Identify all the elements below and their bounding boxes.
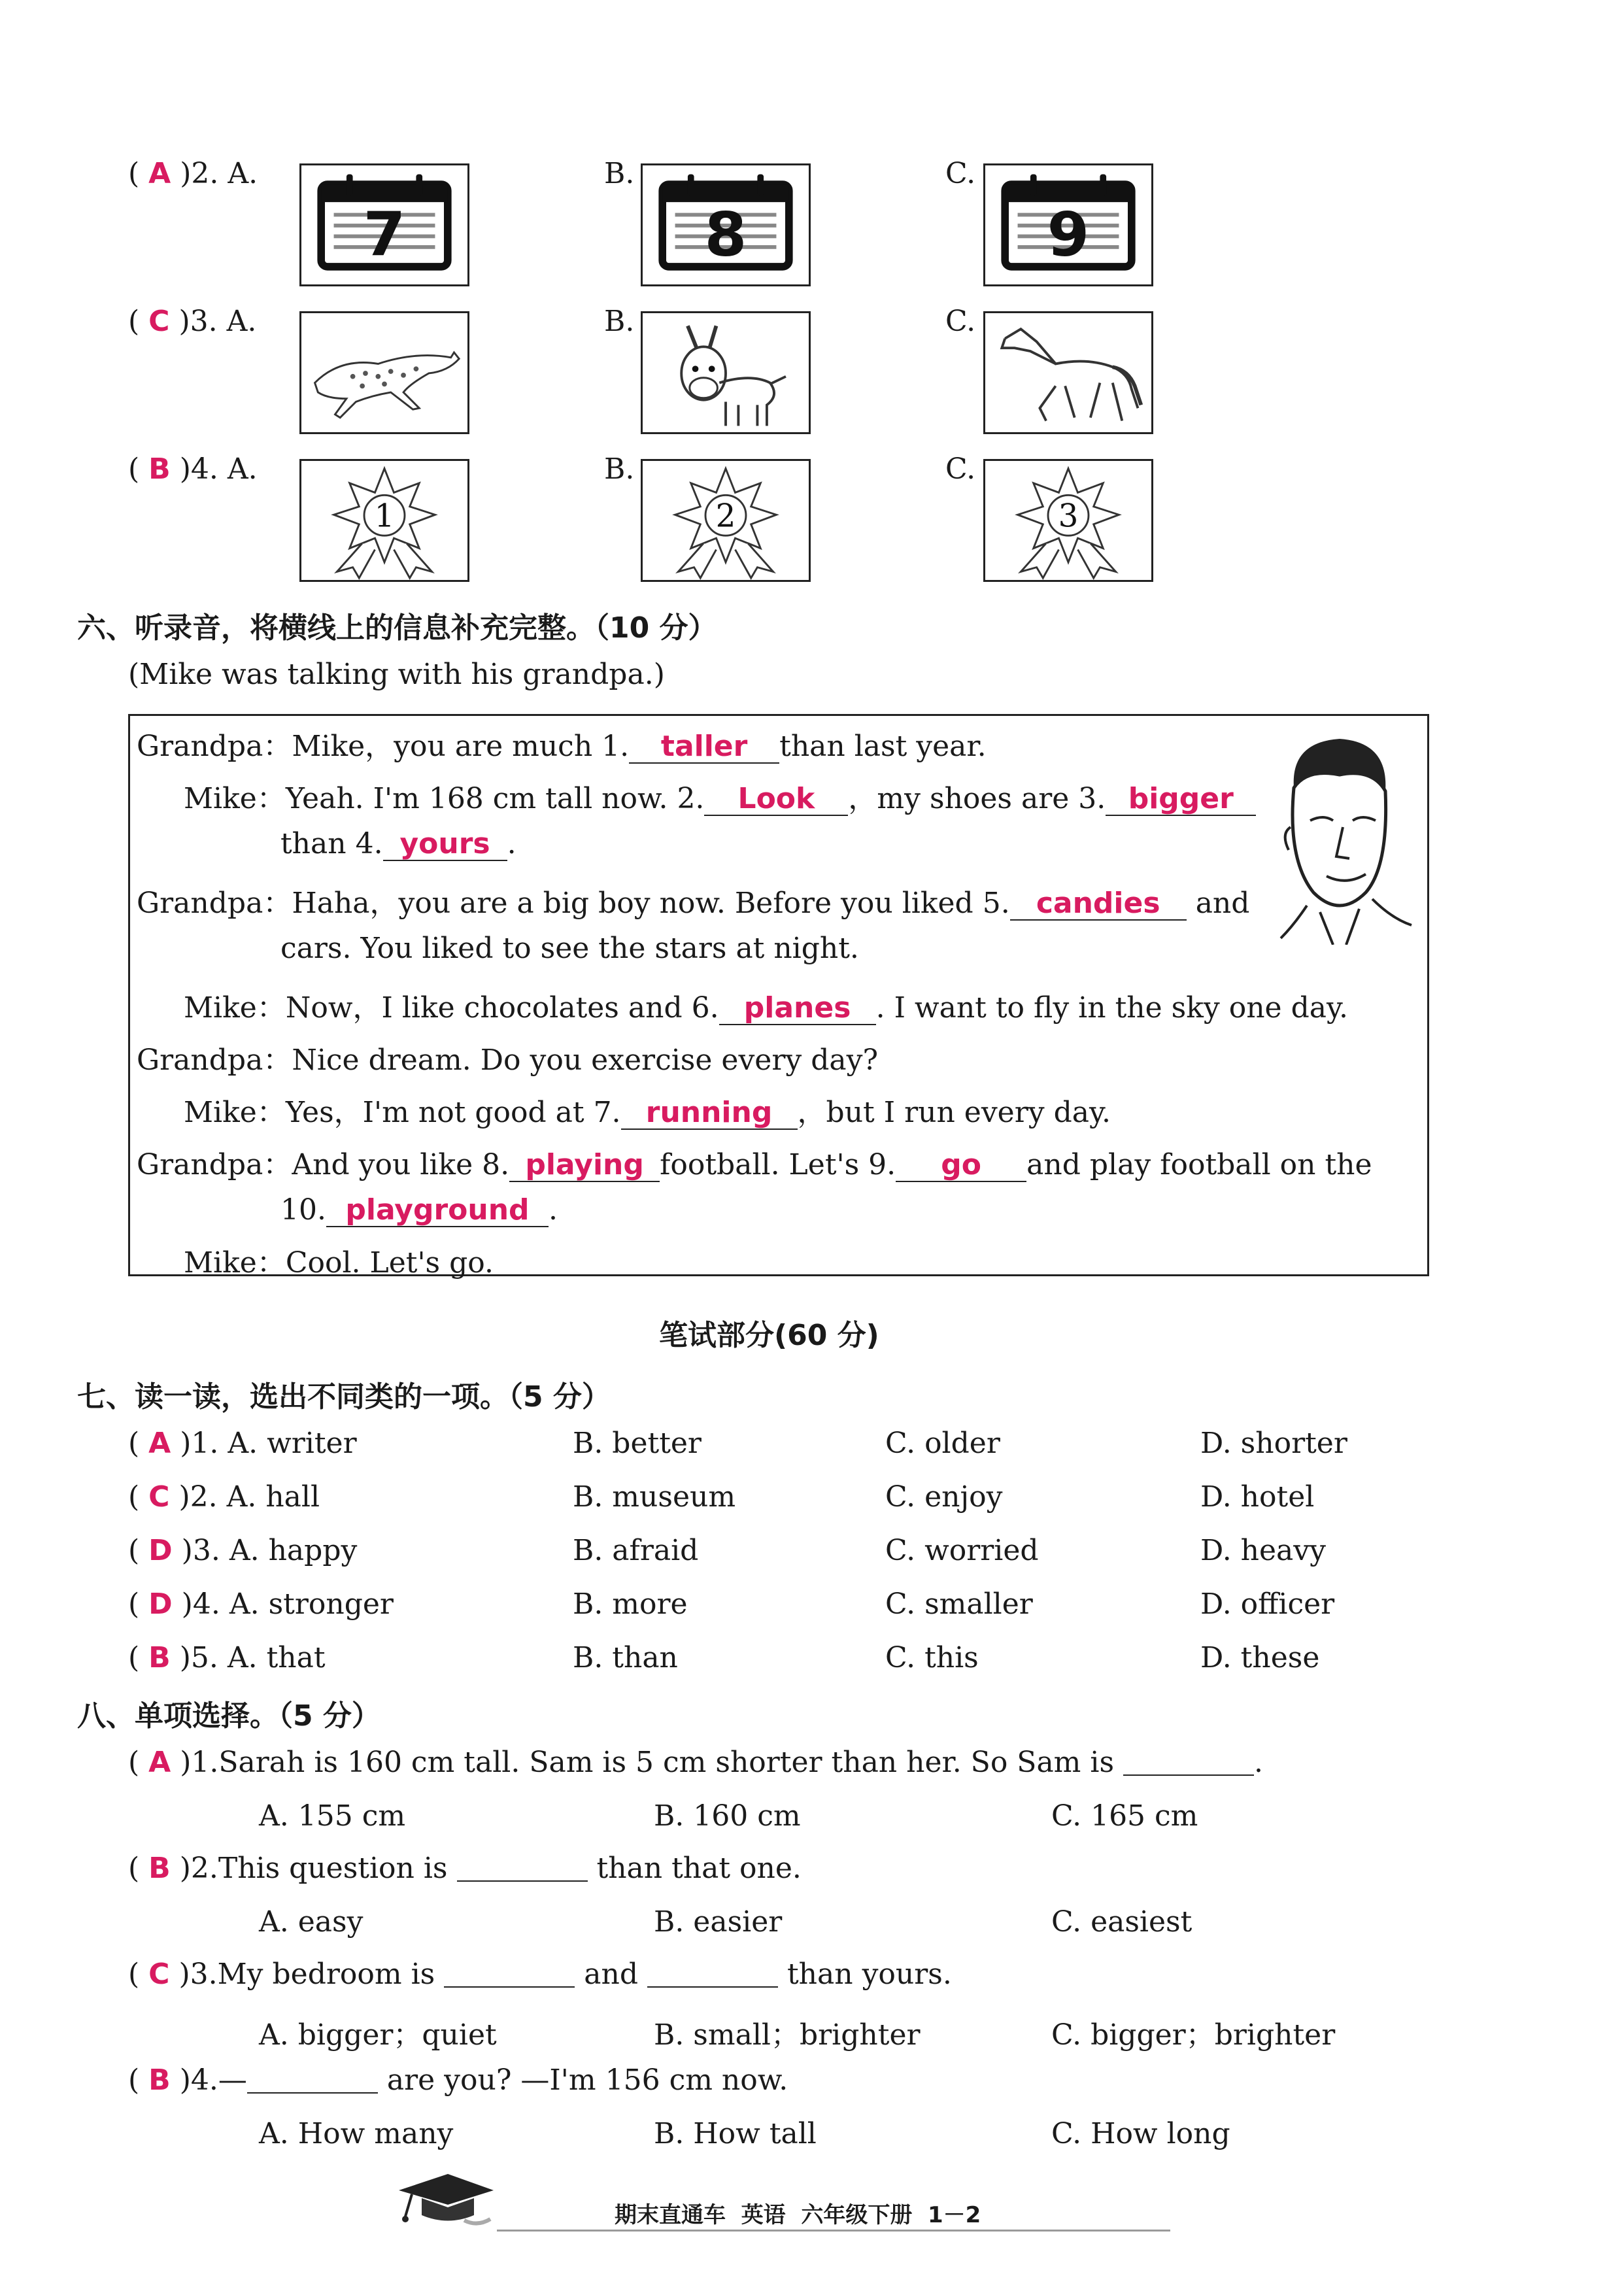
question-number: 3. (190, 305, 218, 338)
option-letter: B. (604, 157, 635, 190)
option: C. 165 cm (1051, 1799, 1198, 1833)
option: B. museum (573, 1480, 736, 1514)
option-letter: C. (945, 305, 976, 338)
answer-mark: B (148, 1641, 171, 1674)
horse-icon[interactable] (983, 311, 1153, 434)
question-number: 1. (191, 1746, 219, 1779)
dialog-box (128, 714, 1429, 1280)
dialog-text: and (1195, 887, 1250, 920)
question-number: 4. (192, 1587, 220, 1621)
option: C. this (885, 1641, 979, 1674)
blank-number: 6. (691, 991, 719, 1025)
question-row: ( B )5. A. that (128, 1641, 326, 1674)
option: B. small；brighter (654, 2018, 921, 2052)
answer-blank[interactable] (457, 1854, 588, 1882)
question-number: 4. (190, 452, 218, 486)
medal-icon[interactable] (983, 459, 1153, 582)
question-number: 2. (190, 1852, 218, 1885)
answer-blank[interactable] (444, 1960, 575, 1988)
section-6-title: 六、听录音，将横线上的信息补充完整。（10 分） (77, 611, 717, 645)
section-8-title: 八、单项选择。（5 分） (77, 1699, 381, 1733)
question-number: 2. (191, 157, 219, 190)
blank-7[interactable]: running (621, 1097, 798, 1130)
answer-mark: C (148, 1958, 170, 1991)
question-text: This question is (218, 1852, 448, 1885)
answer-paren: ( B )4. A. (128, 452, 258, 486)
option: B. afraid (573, 1534, 699, 1567)
dialog-text: ，but I run every day. (797, 1096, 1111, 1129)
question-row: ( A )1.Sarah is 160 cm tall. Sam is 5 cm shorter than her. So Sam is . (128, 1746, 1264, 1779)
question-text: Sarah is 160 cm tall. Sam is 5 cm shorter than her. So Sam is (218, 1746, 1115, 1779)
option: B. than (573, 1641, 678, 1674)
answer-mark: B (148, 452, 171, 486)
question-text: are you? (386, 2063, 512, 2097)
option: D. heavy (1200, 1534, 1327, 1567)
question-number: 5. (190, 1641, 218, 1674)
blank-number: 7. (593, 1096, 621, 1129)
speaker-label: Grandpa： (137, 730, 292, 763)
dialog-line (184, 1239, 494, 1281)
medal-number: 1 (374, 498, 395, 535)
dialog-text: Cool. Let's go. (285, 1246, 494, 1280)
blank-5[interactable]: candies (1010, 888, 1187, 921)
speaker-label: Grandpa： (137, 887, 292, 920)
boy-portrait-icon (1255, 729, 1418, 945)
answer-blank[interactable] (1123, 1748, 1254, 1776)
option: B. easier (654, 1905, 783, 1939)
calendar-number: 9 (1047, 199, 1090, 270)
option: A. stronger (229, 1587, 394, 1621)
medal-icon[interactable] (641, 459, 811, 582)
question-text: My bedroom is (217, 1958, 435, 1991)
question-row: ( B )4.— are you? —I'm 156 cm now. (128, 2063, 788, 2097)
blank-number: 2. (677, 782, 705, 815)
dialog-line (184, 1089, 1111, 1130)
dialog-text: Now，I like chocolates and (285, 991, 692, 1025)
footer-text: 期末直通车 英语 六年级下册 1－2 (615, 2202, 981, 2228)
question-row: ( C )3.My bedroom is and than yours. (128, 1958, 952, 1991)
answer-mark: D (148, 1534, 173, 1567)
answer-blank[interactable] (647, 1960, 778, 1988)
speaker-label: Mike： (184, 991, 286, 1025)
medal-icon[interactable] (299, 459, 469, 582)
section-6-intro: (Mike was talking with his grandpa.) (128, 658, 665, 691)
calendar-icon[interactable] (641, 163, 811, 286)
dialog-text: Haha，you are a big boy now. Before you liked (292, 887, 983, 920)
dialog-line (184, 775, 1256, 817)
dialog-line (280, 1193, 558, 1227)
option: D. shorter (1200, 1427, 1347, 1460)
question-number: 3. (192, 1534, 220, 1567)
dialog-text: Nice dream. Do you exercise every day? (292, 1044, 879, 1077)
blank-9[interactable]: go (896, 1149, 1026, 1182)
dialog-line (137, 722, 987, 764)
question-text: . (1254, 1746, 1264, 1779)
option: A. easy (259, 1905, 364, 1939)
section-7-title: 七、读一读，选出不同类的一项。（5 分） (77, 1380, 611, 1414)
option: C. How long (1051, 2117, 1230, 2150)
answer-paren: ( C )3. A. (128, 305, 257, 338)
blank-number: 1. (601, 730, 630, 763)
option: A. bigger；quiet (259, 2018, 497, 2052)
answer-mark: A (148, 1427, 171, 1460)
dialog-text: than (280, 827, 356, 860)
question-text: than yours. (787, 1958, 952, 1991)
question-row: ( B )2.This question is than that one. (128, 1852, 802, 1885)
dialog-line (137, 879, 1249, 921)
dialog-text: Mike，you are much (292, 730, 602, 763)
question-row: ( C )2. A. hall (128, 1480, 320, 1514)
option: A. 155 cm (259, 1799, 406, 1833)
dialog-text: Yeah. I'm 168 cm tall now. (285, 782, 677, 815)
dialog-text: . (507, 827, 516, 860)
dialog-text: And you like (292, 1148, 482, 1181)
option: C. bigger；brighter (1051, 2018, 1336, 2052)
dialog-text: and play football on the (1026, 1148, 1372, 1181)
option-letter: A. (227, 452, 258, 486)
dialog-line (137, 1036, 878, 1078)
option: A. that (227, 1641, 326, 1674)
option-letter: A. (226, 305, 257, 338)
option: B. How tall (654, 2117, 817, 2150)
blank-8[interactable]: playing (509, 1149, 660, 1182)
speaker-label: Mike： (184, 1246, 286, 1280)
answer-mark: C (148, 1480, 170, 1514)
question-number: 1. (191, 1427, 219, 1460)
blank-1[interactable]: taller (629, 731, 779, 764)
answer-mark: C (148, 305, 170, 338)
calendar-icon[interactable] (983, 163, 1153, 286)
option-letter: B. (604, 452, 635, 486)
calendar-number: 8 (704, 199, 747, 270)
question-text: —I'm 156 cm now. (520, 2063, 788, 2097)
blank-2[interactable]: Look (704, 783, 848, 816)
answer-blank[interactable] (247, 2066, 378, 2094)
option: C. worried (885, 1534, 1039, 1567)
option: B. 160 cm (654, 1799, 801, 1833)
option: D. hotel (1200, 1480, 1315, 1514)
dialog-text: than last year. (779, 730, 987, 763)
answer-mark: D (148, 1587, 173, 1621)
answer-mark: B (148, 1852, 171, 1885)
dialog-text: cars. You liked to see the stars at night. (280, 932, 859, 965)
dialog-text: . I want to fly in the sky one day. (875, 991, 1348, 1025)
option: A. happy (229, 1534, 358, 1567)
dialog-text: ，my shoes are (848, 782, 1079, 815)
blank-number: 10. (280, 1193, 326, 1227)
question-number: 2. (190, 1480, 218, 1514)
blank-4[interactable]: yours (383, 828, 507, 861)
option: A. How many (259, 2117, 454, 2150)
graduation-cap-icon (386, 2164, 497, 2230)
option-letter: B. (604, 305, 635, 338)
blank-10[interactable]: playground (326, 1195, 549, 1227)
donkey-icon[interactable] (641, 311, 811, 434)
blank-number: 5. (982, 887, 1010, 920)
answer-paren: ( A )2. A. (128, 157, 258, 190)
calendar-icon[interactable] (299, 163, 469, 286)
dialog-line (280, 827, 516, 861)
speaker-label: Mike： (184, 782, 286, 815)
option: C. older (885, 1427, 1000, 1460)
question-text: — (218, 2063, 247, 2097)
cheetah-icon[interactable] (299, 311, 469, 434)
blank-3[interactable]: bigger (1106, 783, 1256, 816)
option: B. more (573, 1587, 688, 1621)
option: B. better (573, 1427, 702, 1460)
option: D. officer (1200, 1587, 1335, 1621)
calendar-number: 7 (363, 199, 406, 270)
blank-number: 9. (868, 1148, 896, 1181)
medal-number: 2 (715, 498, 736, 535)
dialog-text: Yes，I'm not good at (285, 1096, 594, 1129)
option: C. easiest (1051, 1905, 1193, 1939)
question-number: 3. (190, 1958, 218, 1991)
dialog-line (137, 1141, 1372, 1183)
answer-mark: A (148, 1746, 171, 1779)
speaker-label: Mike： (184, 1096, 286, 1129)
speaker-label: Grandpa： (137, 1044, 292, 1077)
option: A. writer (228, 1427, 357, 1460)
footer-bar (497, 2194, 1170, 2232)
option-letter: C. (945, 452, 976, 486)
option: A. hall (226, 1480, 320, 1514)
dialog-text: . (548, 1193, 558, 1227)
question-text: and (584, 1958, 638, 1991)
speaker-label: Grandpa： (137, 1148, 292, 1181)
option-letter: C. (945, 157, 976, 190)
answer-mark: B (148, 2063, 171, 2097)
blank-6[interactable]: planes (719, 993, 876, 1025)
blank-number: 3. (1078, 782, 1106, 815)
question-row: ( D )3. A. happy (128, 1534, 358, 1567)
option: C. smaller (885, 1587, 1033, 1621)
dialog-text: football. Let's (660, 1148, 869, 1181)
written-part-title: 笔试部分(60 分) (659, 1319, 879, 1352)
dialog-line (184, 984, 1348, 1026)
option: D. these (1200, 1641, 1320, 1674)
blank-number: 8. (482, 1148, 510, 1181)
answer-mark: A (148, 157, 171, 190)
question-number: 4. (190, 2063, 218, 2097)
question-row: ( A )1. A. writer (128, 1427, 357, 1460)
question-row: ( D )4. A. stronger (128, 1587, 394, 1621)
medal-number: 3 (1058, 498, 1079, 535)
question-text: than that one. (596, 1852, 802, 1885)
option: C. enjoy (885, 1480, 1003, 1514)
blank-number: 4. (355, 827, 383, 860)
option-letter: A. (228, 157, 258, 190)
